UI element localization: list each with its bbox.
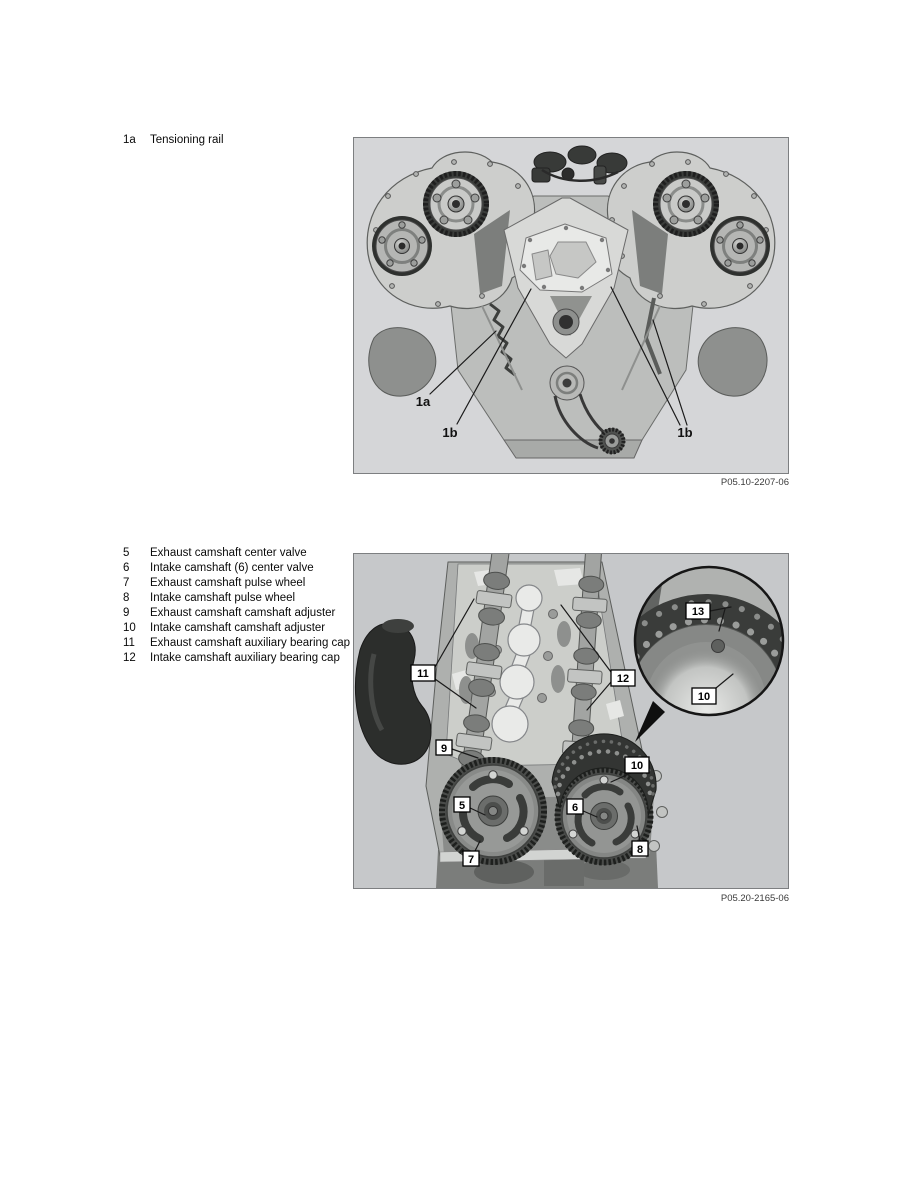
callout-7 [463,851,479,866]
legend-item-label: Intake camshaft (6) center valve [150,562,314,574]
callout-1b-right: 1b [677,425,693,440]
svg-text:7: 7 [467,854,475,866]
legend-item [123,606,350,621]
legend-item [123,546,350,561]
legend-item-label: Exhaust camshaft auxiliary bearing cap [150,637,351,649]
legend-item-number: 8 [123,592,130,604]
legend-item-number: 12 [123,652,136,664]
legend-figure1 [123,133,224,148]
legend-figure2 [123,546,350,666]
legend-item-number: 9 [123,607,130,619]
engine-front-illustration [354,138,788,473]
svg-text:12: 12 [616,673,630,685]
cylinder-head-illustration [354,554,788,888]
svg-text:10: 10 [630,760,644,772]
camshaft-gear-left [423,171,489,237]
legend-item-number: 6 [123,562,130,574]
svg-text:13: 13 [691,606,705,618]
legend-item [123,561,350,576]
legend-item-label: Intake camshaft auxiliary bearing cap [150,652,340,664]
figure2-caption: P05.20-2165-06 [720,893,789,904]
legend-item [123,636,350,651]
legend-item-label: Exhaust camshaft pulse wheel [150,577,306,589]
figure-engine-front-view [353,137,789,474]
callout-12 [611,670,635,686]
legend-item [123,621,350,636]
callout-8 [632,841,648,856]
legend-item-number: 7 [123,577,130,589]
figure1-caption: P05.10-2207-06 [720,477,789,488]
callout-1a: 1a [415,394,431,409]
svg-text:11: 11 [417,668,429,680]
callout-10 [625,757,649,773]
svg-text:9: 9 [440,743,448,755]
legend-item [123,651,350,666]
camshaft-adjuster-left [372,216,432,276]
callout-6 [567,799,583,814]
svg-text:8: 8 [636,844,644,856]
callout-1b-left: 1b [442,425,458,440]
legend-item-label: Exhaust camshaft camshaft adjuster [150,607,336,619]
legend-item-label: Tensioning rail [150,134,224,146]
callout-9 [436,740,452,755]
legend-item-number: 1a [123,134,136,146]
svg-text:6: 6 [571,802,579,814]
callout-inset-10 [692,688,716,704]
callout-11 [411,665,435,681]
camshaft-adjuster-right [710,216,770,276]
legend-item [123,133,224,148]
legend-item [123,576,350,591]
svg-text:5: 5 [458,800,466,812]
legend-item-number: 5 [123,547,130,559]
legend-item-label: Exhaust camshaft center valve [150,547,307,559]
legend-item-number: 10 [123,622,136,634]
legend-item [123,591,350,606]
camshaft-gear-right [653,171,719,237]
callout-13 [686,603,710,619]
svg-text:10: 10 [697,691,711,703]
legend-item-label: Intake camshaft pulse wheel [150,592,296,604]
legend-item-label: Intake camshaft camshaft adjuster [150,622,326,634]
figure-cylinder-head [353,553,789,889]
callout-5 [454,797,470,812]
legend-item-number: 11 [123,637,135,649]
